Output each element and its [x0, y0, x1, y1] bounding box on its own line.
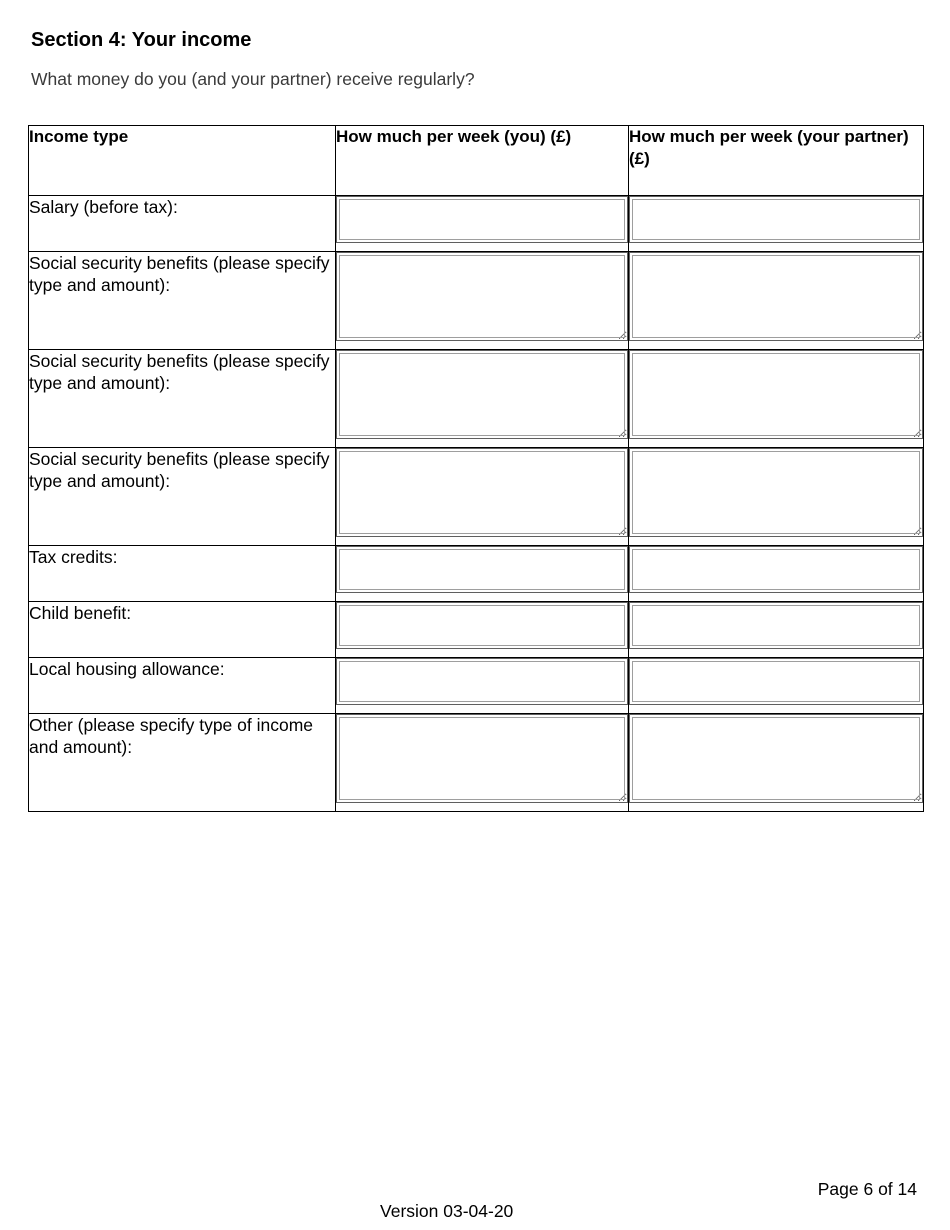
table-header-row: [29, 126, 924, 196]
child-benefit-you-field[interactable]: [336, 602, 628, 649]
child-benefit-partner-field[interactable]: [629, 602, 923, 649]
header-income-type: Income type: [29, 126, 336, 196]
row-label: Tax credits:: [29, 546, 336, 602]
other-income-partner-field[interactable]: [629, 714, 923, 803]
section-title: Section 4: Your income: [31, 29, 252, 51]
row-label: Social security benefits (please specify type and amount):: [29, 448, 336, 546]
row-label: Other (please specify type of income and amount):: [29, 714, 336, 812]
row-label: Social security benefits (please specify type and amount):: [29, 252, 336, 350]
other-income-you-field[interactable]: [336, 714, 628, 803]
housing-allowance-you-field[interactable]: [336, 658, 628, 705]
benefits-2-you-field[interactable]: [336, 350, 628, 439]
row-label: Child benefit:: [29, 602, 336, 658]
table-row-tax-credits: [29, 546, 924, 602]
table-row-benefits-1: [29, 252, 924, 350]
section-subtitle: What money do you (and your partner) receive regularly?: [31, 69, 475, 89]
tax-credits-you-field[interactable]: [336, 546, 628, 593]
row-label: Social security benefits (please specify type and amount):: [29, 350, 336, 448]
header-amount-you: How much per week (you) (£): [336, 126, 629, 196]
benefits-3-partner-field[interactable]: [629, 448, 923, 537]
table-row-housing-allowance: [29, 658, 924, 714]
benefits-2-partner-field[interactable]: [629, 350, 923, 439]
version-label: Version 03-04-20: [380, 1201, 514, 1221]
row-label: Local housing allowance:: [29, 658, 336, 714]
table-row-other-income: [29, 714, 924, 812]
table-row-benefits-3: [29, 448, 924, 546]
tax-credits-partner-field[interactable]: [629, 546, 923, 593]
table-row-salary: [29, 196, 924, 252]
housing-allowance-partner-field[interactable]: [629, 658, 923, 705]
table-row-child-benefit: [29, 602, 924, 658]
benefits-1-partner-field[interactable]: [629, 252, 923, 341]
row-label: Salary (before tax):: [29, 196, 336, 252]
benefits-1-you-field[interactable]: [336, 252, 628, 341]
header-amount-partner: How much per week (your partner) (£): [629, 126, 924, 196]
page-number: Page 6 of 14: [817, 1179, 917, 1199]
benefits-3-you-field[interactable]: [336, 448, 628, 537]
table-row-benefits-2: [29, 350, 924, 448]
income-table: [28, 125, 924, 812]
salary-you-field[interactable]: [336, 196, 628, 243]
salary-partner-field[interactable]: [629, 196, 923, 243]
